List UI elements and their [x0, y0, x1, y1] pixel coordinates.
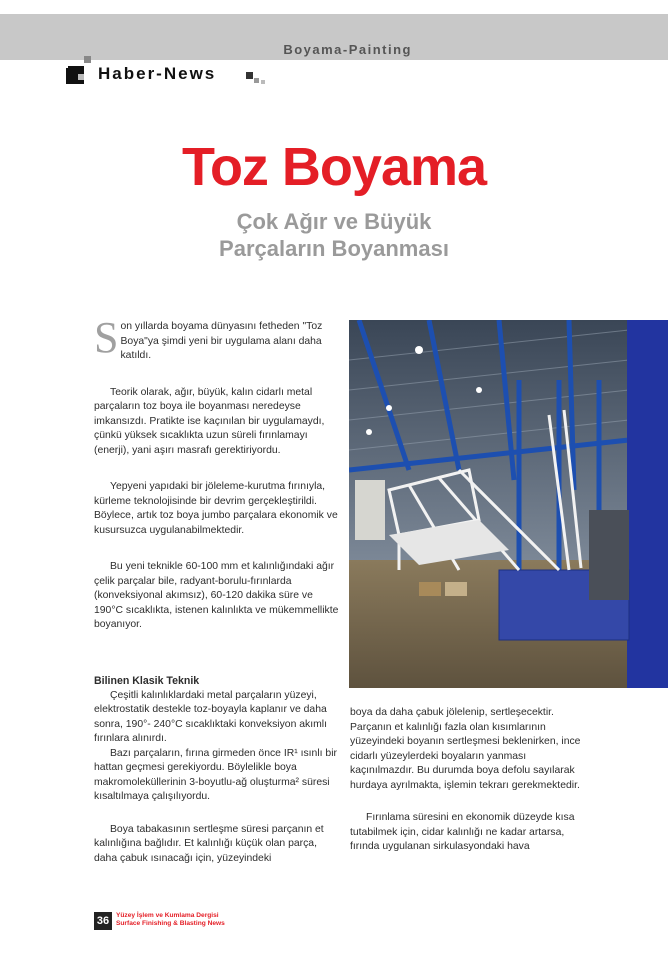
news-label: Haber-News: [98, 64, 217, 83]
bottom-left-column: [94, 674, 340, 866]
paragraph-1: Son yıllarda boyama dünyasını fetheden "Toz Boya"ya şimdi yeni bir uygulama alanı daha katıldı.: [94, 313, 323, 362]
drop-cap: S: [94, 313, 119, 362]
paragraph-2: Teorik olarak, ağır, büyük, kalın cidarlı metal parçaların toz boya ile boyanması neredeyse imkansızdı. Pratikte ise kaçınılan bir uygulamaydı, çünkü yüksek sıcaklıkta uzun süreli fırınlamayı (enerji), yani aşırı masrafı gerektiriyordu.: [94, 386, 325, 456]
paragraph-8: boya da daha çabuk jölelenip, sertleşecektir. Parçanın et kalınlığı fazla olan kısımlarının yüzeyindeki boyanın sertleşmesi beklenirken, ince cidarlı yüzeylerdeki boyaların yanması kaçınılmazdır. Bu durumda boya defolu sayılarak hurdaya ayrılmakta, işlemin tekrarı gerekmektedir.: [350, 707, 581, 791]
paragraph-4: Bu yeni teknikle 60-100 mm et kalınlığındaki ağır çelik parçalar bile, radyant-borulu-fırınlarda (konveksiyonal akımsız), 60-120 dakika süre ve 190°C sıcaklıkta, istenen kalınlıkta ve mükemmellikte boyanıyor.: [94, 561, 339, 630]
magazine-name-en: Surface Finishing & Blasting News: [116, 920, 225, 927]
page-number: 36: [94, 912, 112, 930]
subtitle-line-1: Çok Ağır ve Büyük: [236, 209, 432, 234]
paragraph-5: Çeşitli kalınlıklardaki metal parçaların yüzeyi, elektrostatik destekle toz-boyayla kaplanır ve daha sonra, 190°- 240°C sıcaklıktaki konveksiyon akımlı fırınlara alınırdı.: [94, 689, 327, 744]
left-column: [94, 313, 340, 633]
paragraph-7: Boya tabakasının sertleşme süresi parçanın et kalınlığına bağlıdır. Et kalınlığı küçük olan parça, daha çabuk ısınacağı için, yüzeyindeki: [94, 823, 324, 864]
bottom-right-column: [350, 706, 592, 855]
paragraph-9: Fırınlama süresini en ekonomik düzeyde kısa tutabilmek için, cidar kalınlığı ne kadar artarsa, fırında uygulanan sirkulasyondaki hava: [350, 812, 575, 852]
factory-photo-illustration: [349, 320, 668, 688]
article-subtitle: [0, 208, 668, 262]
article-title: Toz Boyama: [181, 137, 487, 197]
factory-photo: [349, 320, 668, 688]
paragraph-6: Bazı parçaların, fırına girmeden önce IR¹ ısınlı bir hattan geçmesi gerekiyordu. Böylelikle boya makromoleküllerinin 3-boyutlu-ağ oluşturma² süresi kısaltılmaya çalışılıyordu.: [94, 747, 337, 802]
paragraph-3: Yepyeni yapıdaki bir jöleleme-kurutma fırınıyla, kürleme teknolojisinde bir devrim gerçekleştirildi. Böylece, artık toz boya jumbo parçalara ekonomik ve kusursuzca uygulanabilmektedir.: [94, 481, 338, 536]
subtitle-line-2: Parçaların Boyanması: [219, 236, 449, 261]
section-subhead: Bilinen Klasik Teknik: [94, 675, 200, 687]
section-label: Boyama-Painting: [283, 42, 412, 57]
magazine-name-tr: Yüzey İşlem ve Kumlama Dergisi: [116, 912, 219, 919]
